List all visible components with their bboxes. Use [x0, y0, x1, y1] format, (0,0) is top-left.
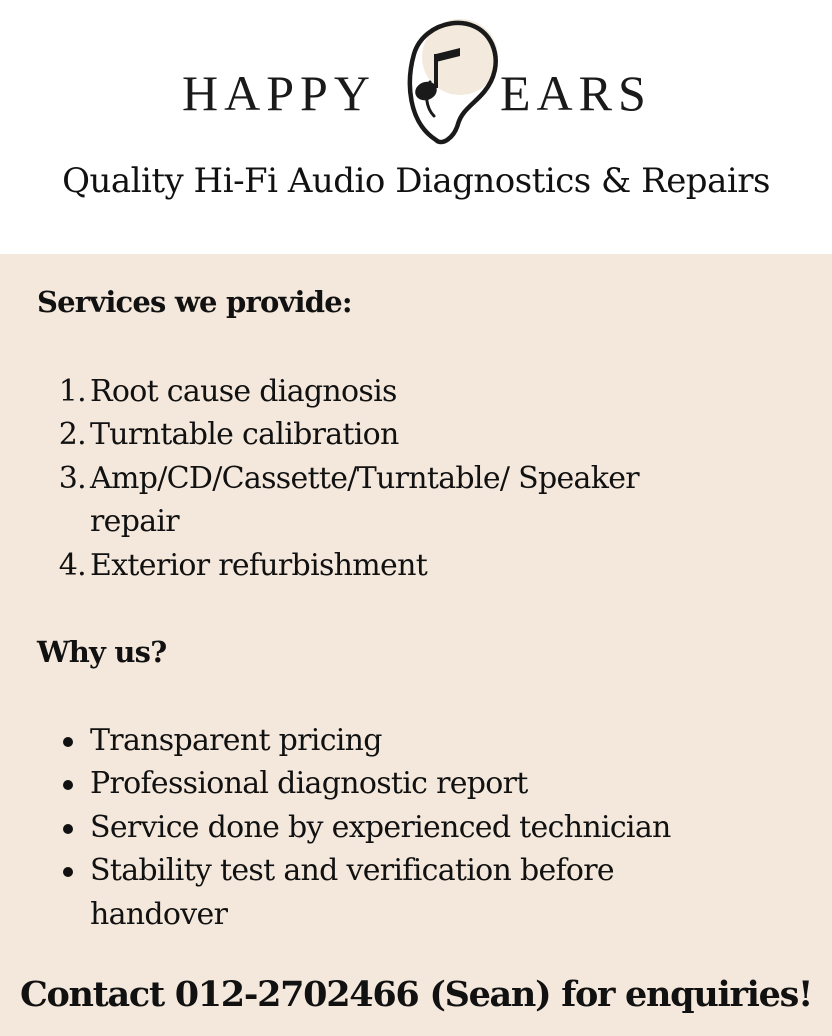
why-us-heading: Why us? [37, 635, 167, 669]
ear-music-note-icon [398, 12, 502, 146]
bullet-icon [63, 824, 73, 834]
reason-text: Transparent pricing [90, 723, 382, 758]
list-item [0, 806, 832, 849]
brand-word-ears: EARS [500, 65, 652, 121]
bullet-icon [63, 867, 73, 877]
services-heading: Services we provide: [37, 285, 352, 319]
list-number: 1. [58, 374, 86, 409]
bullet-icon [63, 780, 73, 790]
why-us-list [0, 719, 832, 936]
reason-text: Service done by experienced technician [90, 809, 671, 845]
list-item [0, 457, 832, 544]
tagline: Quality Hi-Fi Audio Diagnostics & Repairs [62, 161, 770, 201]
list-item [0, 849, 832, 936]
service-text: Turntable calibration [90, 417, 399, 453]
list-item [0, 544, 832, 587]
service-text: Amp/CD/Cassette/Turntable/ Speaker repair [90, 460, 639, 540]
header [0, 0, 832, 254]
list-number: 2. [58, 417, 86, 453]
bullet-icon [63, 737, 73, 747]
brand-logo [0, 8, 832, 148]
list-item [0, 762, 832, 805]
service-text: Root cause diagnosis [90, 374, 397, 409]
list-item [0, 413, 832, 456]
list-number: 3. [58, 460, 86, 496]
list-item [0, 719, 832, 762]
reason-text: Professional diagnostic report [90, 766, 528, 802]
brand-word-happy: HAPPY [182, 65, 376, 121]
services-list [0, 370, 832, 587]
list-number: 4. [58, 547, 86, 583]
service-text: Exterior refurbishment [90, 547, 428, 583]
list-item [0, 370, 832, 413]
reason-text: Stability test and verification before handover [90, 853, 614, 932]
contact-line: Contact 012-2702466 (Sean) for enquiries! [19, 974, 813, 1015]
